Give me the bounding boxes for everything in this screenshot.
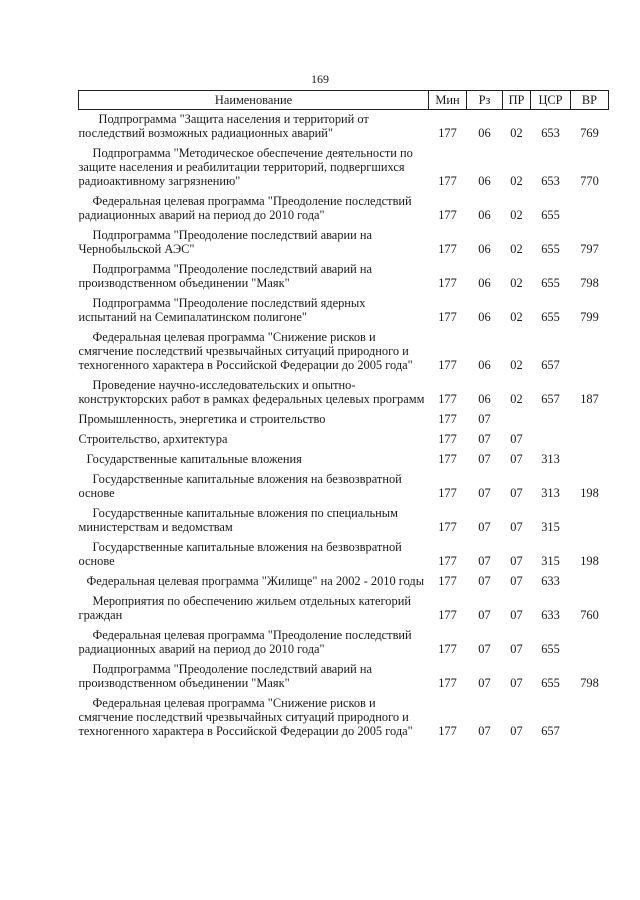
row-csr: 657	[541, 392, 560, 406]
row-csr: 655	[541, 208, 560, 222]
row-name: Мероприятия по обеспечению жильем отдельных категорий граждан	[78, 594, 411, 622]
row-rz: 07	[478, 608, 491, 622]
row-name: Промышленность, энергетика и строительство	[78, 412, 326, 426]
table-row	[79, 258, 609, 292]
row-pr: 02	[510, 208, 523, 222]
row-name: Государственные капитальные вложения	[86, 452, 302, 466]
row-pr: 02	[510, 174, 523, 188]
row-csr: 655	[541, 676, 560, 690]
row-pr: 07	[510, 432, 523, 446]
table-row	[79, 224, 609, 258]
row-pr: 02	[510, 392, 523, 406]
row-vr: 198	[580, 486, 599, 500]
row-vr	[571, 190, 609, 224]
row-min: 177	[438, 208, 457, 222]
row-rz: 07	[478, 486, 491, 500]
row-csr: 633	[541, 574, 560, 588]
row-rz: 07	[478, 574, 491, 588]
row-rz: 07	[478, 554, 491, 568]
row-pr: 07	[510, 608, 523, 622]
table-row	[79, 590, 609, 624]
row-rz: 06	[478, 310, 491, 324]
row-rz: 06	[478, 276, 491, 290]
row-rz: 07	[478, 642, 491, 656]
row-csr: 655	[541, 310, 560, 324]
row-name: Проведение научно-исследовательских и опытно-конструкторских работ в рамках федеральных целевых программ	[78, 378, 425, 406]
row-name: Федеральная целевая программа "Жилище" на 2002 - 2010 годы	[86, 574, 425, 588]
row-rz: 06	[478, 358, 491, 372]
row-rz: 06	[478, 126, 491, 140]
row-name: Подпрограмма "Методическое обеспечение деятельности по защите населения и реабилитации территорий, подвергшихся радиоактивному загрязнению"	[78, 146, 413, 188]
row-min: 177	[438, 126, 457, 140]
row-pr: 02	[510, 310, 523, 324]
row-vr	[571, 448, 609, 468]
table-row	[79, 570, 609, 590]
row-name: Подпрограмма "Преодоление последствий аварий на производственном объединении "Маяк"	[78, 662, 372, 690]
row-csr	[531, 408, 571, 428]
row-min: 177	[438, 486, 457, 500]
row-min: 177	[438, 276, 457, 290]
row-min: 177	[438, 452, 457, 466]
row-name: Строительство, архитектура	[78, 432, 228, 446]
row-name: Подпрограмма "Преодоление последствий аварии на Чернобыльской АЭС"	[78, 228, 372, 256]
row-min: 177	[438, 608, 457, 622]
row-vr: 797	[580, 242, 599, 256]
row-rz: 06	[478, 174, 491, 188]
table-row	[79, 692, 609, 740]
table-row	[79, 292, 609, 326]
row-pr: 07	[510, 486, 523, 500]
row-pr: 02	[510, 126, 523, 140]
row-min: 177	[438, 554, 457, 568]
header-name: Наименование	[79, 91, 429, 110]
header-csr: ЦСР	[531, 91, 571, 110]
row-vr	[571, 428, 609, 448]
row-vr	[571, 692, 609, 740]
table-body	[79, 110, 609, 741]
table-row	[79, 624, 609, 658]
row-min: 177	[438, 242, 457, 256]
row-vr: 198	[580, 554, 599, 568]
row-min: 177	[438, 358, 457, 372]
header-vr: ВР	[571, 91, 609, 110]
row-csr: 655	[541, 242, 560, 256]
row-vr	[571, 502, 609, 536]
row-csr: 653	[541, 174, 560, 188]
row-name: Подпрограмма "Преодоление последствий аварий на производственном объединении "Маяк"	[78, 262, 372, 290]
row-pr: 02	[510, 242, 523, 256]
table-row	[79, 658, 609, 692]
row-csr: 315	[541, 520, 560, 534]
table-row	[79, 502, 609, 536]
row-name: Государственные капитальные вложения на безвозвратной основе	[78, 540, 402, 568]
row-csr: 657	[541, 724, 560, 738]
table-row	[79, 428, 609, 448]
table-row	[79, 326, 609, 374]
row-pr: 07	[510, 554, 523, 568]
row-vr	[571, 408, 609, 428]
row-name: Федеральная целевая программа "Преодоление последствий радиационных аварий на период до 2010 года"	[78, 628, 412, 656]
row-min: 177	[438, 392, 457, 406]
row-csr	[531, 428, 571, 448]
row-rz: 06	[478, 208, 491, 222]
row-pr: 07	[510, 574, 523, 588]
table-row	[79, 110, 609, 143]
row-vr	[571, 326, 609, 374]
row-name: Государственные капитальные вложения по специальным министерствам и ведомствам	[78, 506, 398, 534]
row-vr: 770	[580, 174, 599, 188]
row-min: 177	[438, 642, 457, 656]
row-rz: 07	[478, 520, 491, 534]
row-rz: 07	[478, 724, 491, 738]
row-name: Федеральная целевая программа "Преодоление последствий радиационных аварий на период до 2010 года"	[78, 194, 412, 222]
row-min: 177	[438, 724, 457, 738]
row-min: 177	[438, 574, 457, 588]
row-vr: 798	[580, 676, 599, 690]
row-pr: 07	[510, 452, 523, 466]
row-csr: 313	[541, 486, 560, 500]
table-row	[79, 190, 609, 224]
row-name: Федеральная целевая программа "Снижение рисков и смягчение последствий чрезвычайных ситуаций природного и техногенного характера в Российской Федерации до 2005 года"	[78, 696, 413, 738]
row-vr	[571, 624, 609, 658]
row-csr: 633	[541, 608, 560, 622]
row-min: 177	[438, 520, 457, 534]
row-min: 177	[438, 310, 457, 324]
row-rz: 07	[478, 676, 491, 690]
row-min: 177	[438, 432, 457, 446]
row-name: Государственные капитальные вложения на безвозвратной основе	[78, 472, 402, 500]
table-header-row	[79, 91, 609, 110]
row-name: Подпрограмма "Преодоление последствий ядерных испытаний на Семипалатинском полигоне"	[78, 296, 366, 324]
row-csr: 653	[541, 126, 560, 140]
table-row	[79, 408, 609, 428]
row-vr: 798	[580, 276, 599, 290]
row-csr: 315	[541, 554, 560, 568]
row-pr: 02	[510, 276, 523, 290]
row-min: 177	[438, 676, 457, 690]
header-min: Мин	[429, 91, 467, 110]
row-vr: 187	[580, 392, 599, 406]
row-pr: 07	[510, 520, 523, 534]
table-row	[79, 374, 609, 408]
row-pr	[503, 408, 531, 428]
row-pr: 02	[510, 358, 523, 372]
row-csr: 655	[541, 642, 560, 656]
table-row	[79, 142, 609, 190]
row-rz: 06	[478, 392, 491, 406]
budget-table	[78, 90, 609, 740]
row-csr: 313	[541, 452, 560, 466]
table-row	[79, 448, 609, 468]
table-row	[79, 536, 609, 570]
row-min: 177	[438, 412, 457, 426]
row-rz: 06	[478, 242, 491, 256]
table-row	[79, 468, 609, 502]
header-rz: Рз	[467, 91, 503, 110]
row-name: Подпрограмма "Защита населения и территорий от последствий возможных радиационных аварий"	[78, 112, 369, 140]
row-pr: 07	[510, 642, 523, 656]
header-pr: ПР	[503, 91, 531, 110]
row-vr: 799	[580, 310, 599, 324]
row-name: Федеральная целевая программа "Снижение рисков и смягчение последствий чрезвычайных ситуаций природного и техногенного характера в Российской Федерации до 2005 года"	[78, 330, 413, 372]
row-csr: 655	[541, 276, 560, 290]
row-vr	[571, 570, 609, 590]
row-rz: 07	[478, 452, 491, 466]
row-csr: 657	[541, 358, 560, 372]
row-vr: 769	[580, 126, 599, 140]
row-pr: 07	[510, 724, 523, 738]
row-rz: 07	[478, 432, 491, 446]
row-pr: 07	[510, 676, 523, 690]
row-min: 177	[438, 174, 457, 188]
row-vr: 760	[580, 608, 599, 622]
page-number: 169	[311, 72, 329, 86]
row-rz: 07	[478, 412, 491, 426]
